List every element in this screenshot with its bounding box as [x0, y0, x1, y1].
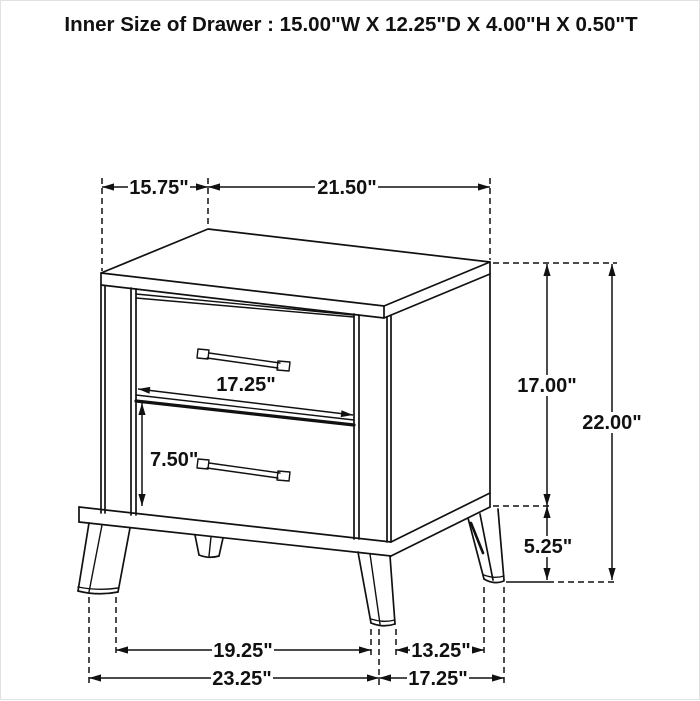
drawer-bottom-handle — [197, 459, 290, 481]
arrowhead — [478, 183, 490, 190]
top-right-edge — [384, 262, 490, 318]
drawer-divider-shadow — [136, 401, 354, 425]
dim-label-case-height: 17.00" — [517, 375, 577, 397]
dim-label-front-feet-inner: 19.25" — [213, 640, 273, 662]
top-dimensions — [102, 177, 490, 271]
base-rail — [79, 493, 490, 556]
arrowhead — [396, 646, 408, 653]
arrowhead — [492, 674, 504, 681]
dim-label-side-feet-inner: 13.25" — [411, 640, 471, 662]
base-dimensions — [89, 587, 504, 690]
leg-back-left — [195, 535, 223, 557]
height-dimensions — [493, 263, 644, 582]
leg-outer-edge — [78, 523, 89, 591]
leg-back-right — [468, 509, 504, 583]
arrowhead — [543, 506, 550, 518]
dim-label-drawer-width: 17.25" — [216, 374, 276, 396]
handle-bar-bottom — [207, 358, 278, 368]
foot-bottom — [484, 579, 504, 583]
dim-label-side-feet-outer: 17.25" — [408, 668, 468, 690]
handle-bar-top — [209, 353, 280, 363]
arrowhead — [138, 403, 145, 415]
leg-inner-edge — [390, 556, 395, 624]
front-rail-top — [79, 507, 391, 542]
leg-ridge — [209, 537, 211, 556]
handle-bar-top — [209, 463, 280, 473]
leg-ridge — [89, 525, 102, 592]
leg-front-left — [78, 523, 130, 594]
arrowhead — [472, 646, 484, 653]
arrowhead — [116, 646, 128, 653]
dim-label-top-depth: 15.75" — [129, 177, 189, 199]
leg-inner-edge — [118, 528, 130, 592]
leg-ridge — [370, 554, 380, 624]
drawer1-top-edge — [136, 298, 354, 317]
arrowhead — [138, 494, 145, 506]
handle-bar-bottom — [207, 468, 278, 478]
arrowhead — [367, 674, 379, 681]
arrowhead — [608, 568, 615, 580]
dim-label-front-feet-outer: 23.25" — [212, 668, 272, 690]
top-front-edge — [101, 273, 384, 318]
drawer-divider-top — [136, 395, 354, 420]
arrowhead — [208, 183, 220, 190]
arrowhead — [608, 264, 615, 276]
nightstand-dimension-diagram — [1, 1, 700, 701]
dim-label-drawer-height: 7.50" — [150, 449, 199, 471]
arrowhead — [543, 568, 550, 580]
leg-outer-edge — [358, 552, 371, 623]
top-panel — [101, 229, 490, 318]
arrowhead — [543, 494, 550, 506]
foot-cuff — [371, 619, 395, 621]
arrowhead — [379, 674, 391, 681]
leg-inner-edge — [498, 509, 504, 580]
foot-cuff — [484, 575, 504, 577]
dim-label-leg-height: 5.25" — [523, 536, 573, 558]
arrowhead — [543, 264, 550, 276]
leg-outer-edge — [195, 535, 199, 555]
arrowhead — [138, 387, 150, 394]
page-title: Inner Size of Drawer : 15.00"W X 12.25"D X 4.00"H X 0.50"T — [64, 13, 638, 36]
arrowhead — [89, 674, 101, 681]
arrowhead — [341, 410, 353, 417]
foot-bottom — [78, 591, 118, 594]
drawer-top-handle — [197, 349, 290, 371]
drawer1-opening-top — [136, 294, 354, 315]
leg-front-right — [358, 552, 395, 626]
foot-cuff — [78, 587, 118, 589]
arrowhead — [196, 183, 208, 190]
top-surface — [101, 229, 490, 306]
arrowhead — [359, 646, 371, 653]
leg-inner-edge — [219, 538, 223, 556]
foot-bottom — [371, 623, 395, 626]
drawer-bottom — [197, 459, 290, 481]
dim-label-overall-height: 22.00" — [582, 412, 642, 434]
drawer-dimensions — [138, 374, 353, 506]
arrowhead — [102, 183, 114, 190]
dim-label-top-width: 21.50" — [317, 177, 377, 199]
